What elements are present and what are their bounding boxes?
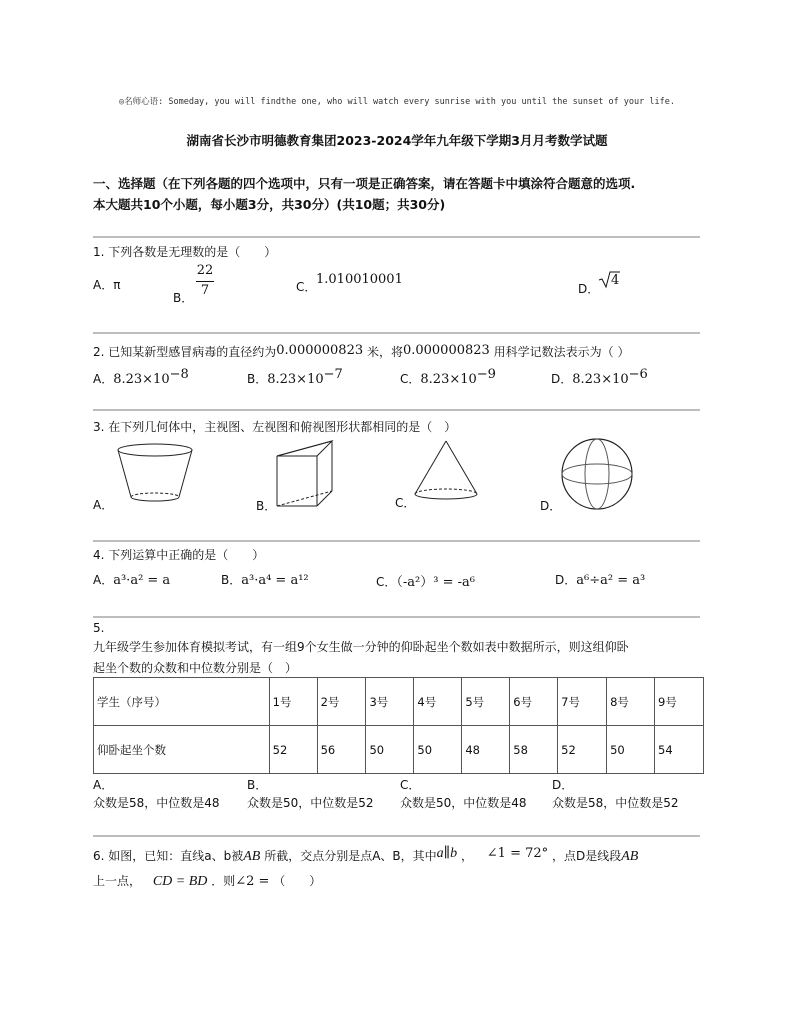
table-cell: 3号 [366,678,414,726]
q2-value1: 0.000000823 [276,343,364,358]
q6-stem-line2 [93,872,321,890]
q6-stem-a: 6. 如图，已知：直线a、b被 [93,849,244,863]
q6-stem-e: 上一点， [93,874,142,888]
q6-parallel: a∥b [436,846,458,861]
q3-option-a[interactable]: A． [93,498,114,512]
table-cell: 5号 [462,678,510,726]
q1-option-c[interactable]: C． [296,280,317,294]
q3-option-b[interactable]: B． [256,499,277,513]
table-cell: 56 [317,726,366,774]
table-cell: 7号 [558,678,607,726]
table-cell: 52 [558,726,607,774]
q5-stem [93,637,705,679]
q5-option-b[interactable] [247,776,374,812]
q1-option-d-value: 4 [611,273,620,288]
q6-stem-d: ，点D是线段 [551,849,622,863]
divider [93,616,700,618]
q2-value2: 0.000000823 [402,343,490,358]
q2-option-c-value: 8.23×10 [420,372,477,387]
q6-ab1: AB [243,849,261,864]
q5-option-c-label: C． [400,778,421,792]
q6-stem-b: 所截，交点分别是点A、B，其中 [264,849,437,863]
divider [93,835,700,837]
q2-option-b[interactable] [247,367,343,387]
table-cell: 6号 [510,678,558,726]
q4-option-b-expr: a³·a⁴ = a¹² [241,573,309,588]
q4-option-d-label: D． [555,573,577,587]
q3-option-c[interactable]: C． [395,496,416,510]
q5-number: 5. [93,621,105,635]
table-cell: 58 [510,726,558,774]
table-cell: 54 [655,726,704,774]
q4-option-d-expr: a⁶÷a² = a³ [576,573,646,588]
sphere-icon [560,437,634,511]
table-cell: 4号 [414,678,462,726]
q6-angle1: ∠1 = 72° [486,846,549,861]
q4-option-a-expr: a³·a² = a [113,573,171,588]
q4-option-d[interactable] [555,571,645,588]
frustum-icon [115,442,195,504]
q2-option-a-exp: −8 [169,367,189,382]
q1-stem: 1. 下列各数是无理数的是（ ） [93,245,277,259]
divider [93,540,700,542]
section-heading [93,173,708,215]
divider [93,236,700,238]
q2-stem-c: 用科学记数法表示为（ ） [493,345,630,359]
q4-stem: 4. 下列运算中正确的是（ ） [93,548,265,562]
section-heading-line1: 一、选择题（在下列各题的四个选项中，只有一项是正确答案，请在答题卡中填涂符合题意的选项. [93,176,636,191]
table-cell: 8号 [607,678,655,726]
q1-option-c-value: 1.010010001 [316,272,403,287]
q1-fraction-numerator: 22 [196,263,214,278]
table-cell: 50 [607,726,655,774]
q5-stem-line2: 起坐个数的众数和中位数分别是（ ） [93,661,298,675]
table-cell: 2号 [317,678,366,726]
q5-option-a-text: 众数是58，中位数是48 [93,796,220,810]
q2-option-d-label: D． [551,372,573,386]
q2-option-b-value: 8.23×10 [267,372,324,387]
table-cell: 50 [366,726,414,774]
q1-option-b[interactable]: B． [173,291,194,305]
q2-option-a[interactable] [93,367,189,387]
q5-option-b-label: B． [247,778,268,792]
q2-option-d-value: 8.23×10 [572,372,629,387]
table-header-count: 仰卧起坐个数 [94,726,270,774]
q5-option-c[interactable] [400,776,527,812]
q2-option-c[interactable] [400,367,496,387]
q5-option-d-label: D． [552,778,574,792]
q2-stem-b: 米，将 [366,345,403,359]
q2-option-b-label: B． [247,372,268,386]
q5-option-d[interactable] [552,776,679,812]
q2-option-a-label: A． [93,372,114,386]
q2-option-d[interactable] [551,367,648,387]
divider [93,332,700,334]
q3-option-d[interactable]: D． [540,499,562,513]
q4-option-c-expr: （-a²）³ = -a⁶ [396,575,475,590]
q2-option-a-value: 8.23×10 [113,372,170,387]
section-heading-line2: 本大题共10个小题，每小题3分，共30分）(共10题；共30分) [93,197,446,212]
q6-stem-line1 [93,845,638,865]
page-title: 湖南省长沙市明德教育集团2023-2024学年九年级下学期3月月考数学试题 [186,133,608,148]
table-cell: 48 [462,726,510,774]
table-row [94,726,704,774]
triangular-prism-icon [276,440,336,508]
q4-option-b[interactable] [221,571,309,588]
q1-option-d[interactable]: D． [578,282,600,296]
divider [93,409,700,411]
q4-option-a-label: A． [93,573,114,587]
q4-option-b-label: B． [221,573,242,587]
q5-stem-line1: 九年级学生参加体育模拟考试，有一组9个女生做一分钟的仰卧起坐个数如表中数据所示，则这组仰卧 [93,640,629,654]
q6-angle2: ∠2 = [235,874,270,889]
q2-option-c-label: C． [400,372,421,386]
motto-quote: ◎名师心语: Someday, you will findthe one, who will watch every sunrise with you until the sunset of your life. [119,97,675,107]
q2-option-c-exp: −9 [476,367,496,382]
q4-option-c-label: C． [376,575,397,589]
table-header-student: 学生（序号） [94,678,270,726]
q5-option-c-text: 众数是50，中位数是48 [400,796,527,810]
q6-ab2: AB [621,849,639,864]
q2-option-b-exp: −7 [323,367,343,382]
q5-option-a-label: A． [93,778,114,792]
q1-option-a[interactable]: A．π [93,278,121,292]
table-row [94,678,704,726]
cone-icon [413,440,481,502]
q6-cdbd: CD = BD [152,874,208,889]
q5-option-d-text: 众数是58，中位数是52 [552,796,679,810]
table-cell: 52 [269,726,317,774]
q4-option-c[interactable] [376,571,475,590]
q6-stem-c: ， [460,849,473,863]
q6-stem-f: ．则 [211,874,236,888]
table-cell: 9号 [655,678,704,726]
q1-fraction-denominator: 7 [200,283,210,298]
table-cell: 50 [414,726,462,774]
q3-stem: 3. 在下列几何体中，主视图、左视图和俯视图形状都相同的是（ ） [93,420,457,434]
q6-stem-g: （ ） [273,874,322,888]
q2-option-d-exp: −6 [628,367,648,382]
fraction-bar [196,281,214,282]
sit-up-table [93,677,704,774]
q5-option-b-text: 众数是50，中位数是52 [247,796,374,810]
q2-stem [93,343,629,360]
q4-option-a[interactable] [93,571,170,588]
q2-stem-a: 2. 已知某新型感冒病毒的直径约为 [93,345,277,359]
q5-option-a[interactable] [93,776,220,812]
table-cell: 1号 [269,678,317,726]
